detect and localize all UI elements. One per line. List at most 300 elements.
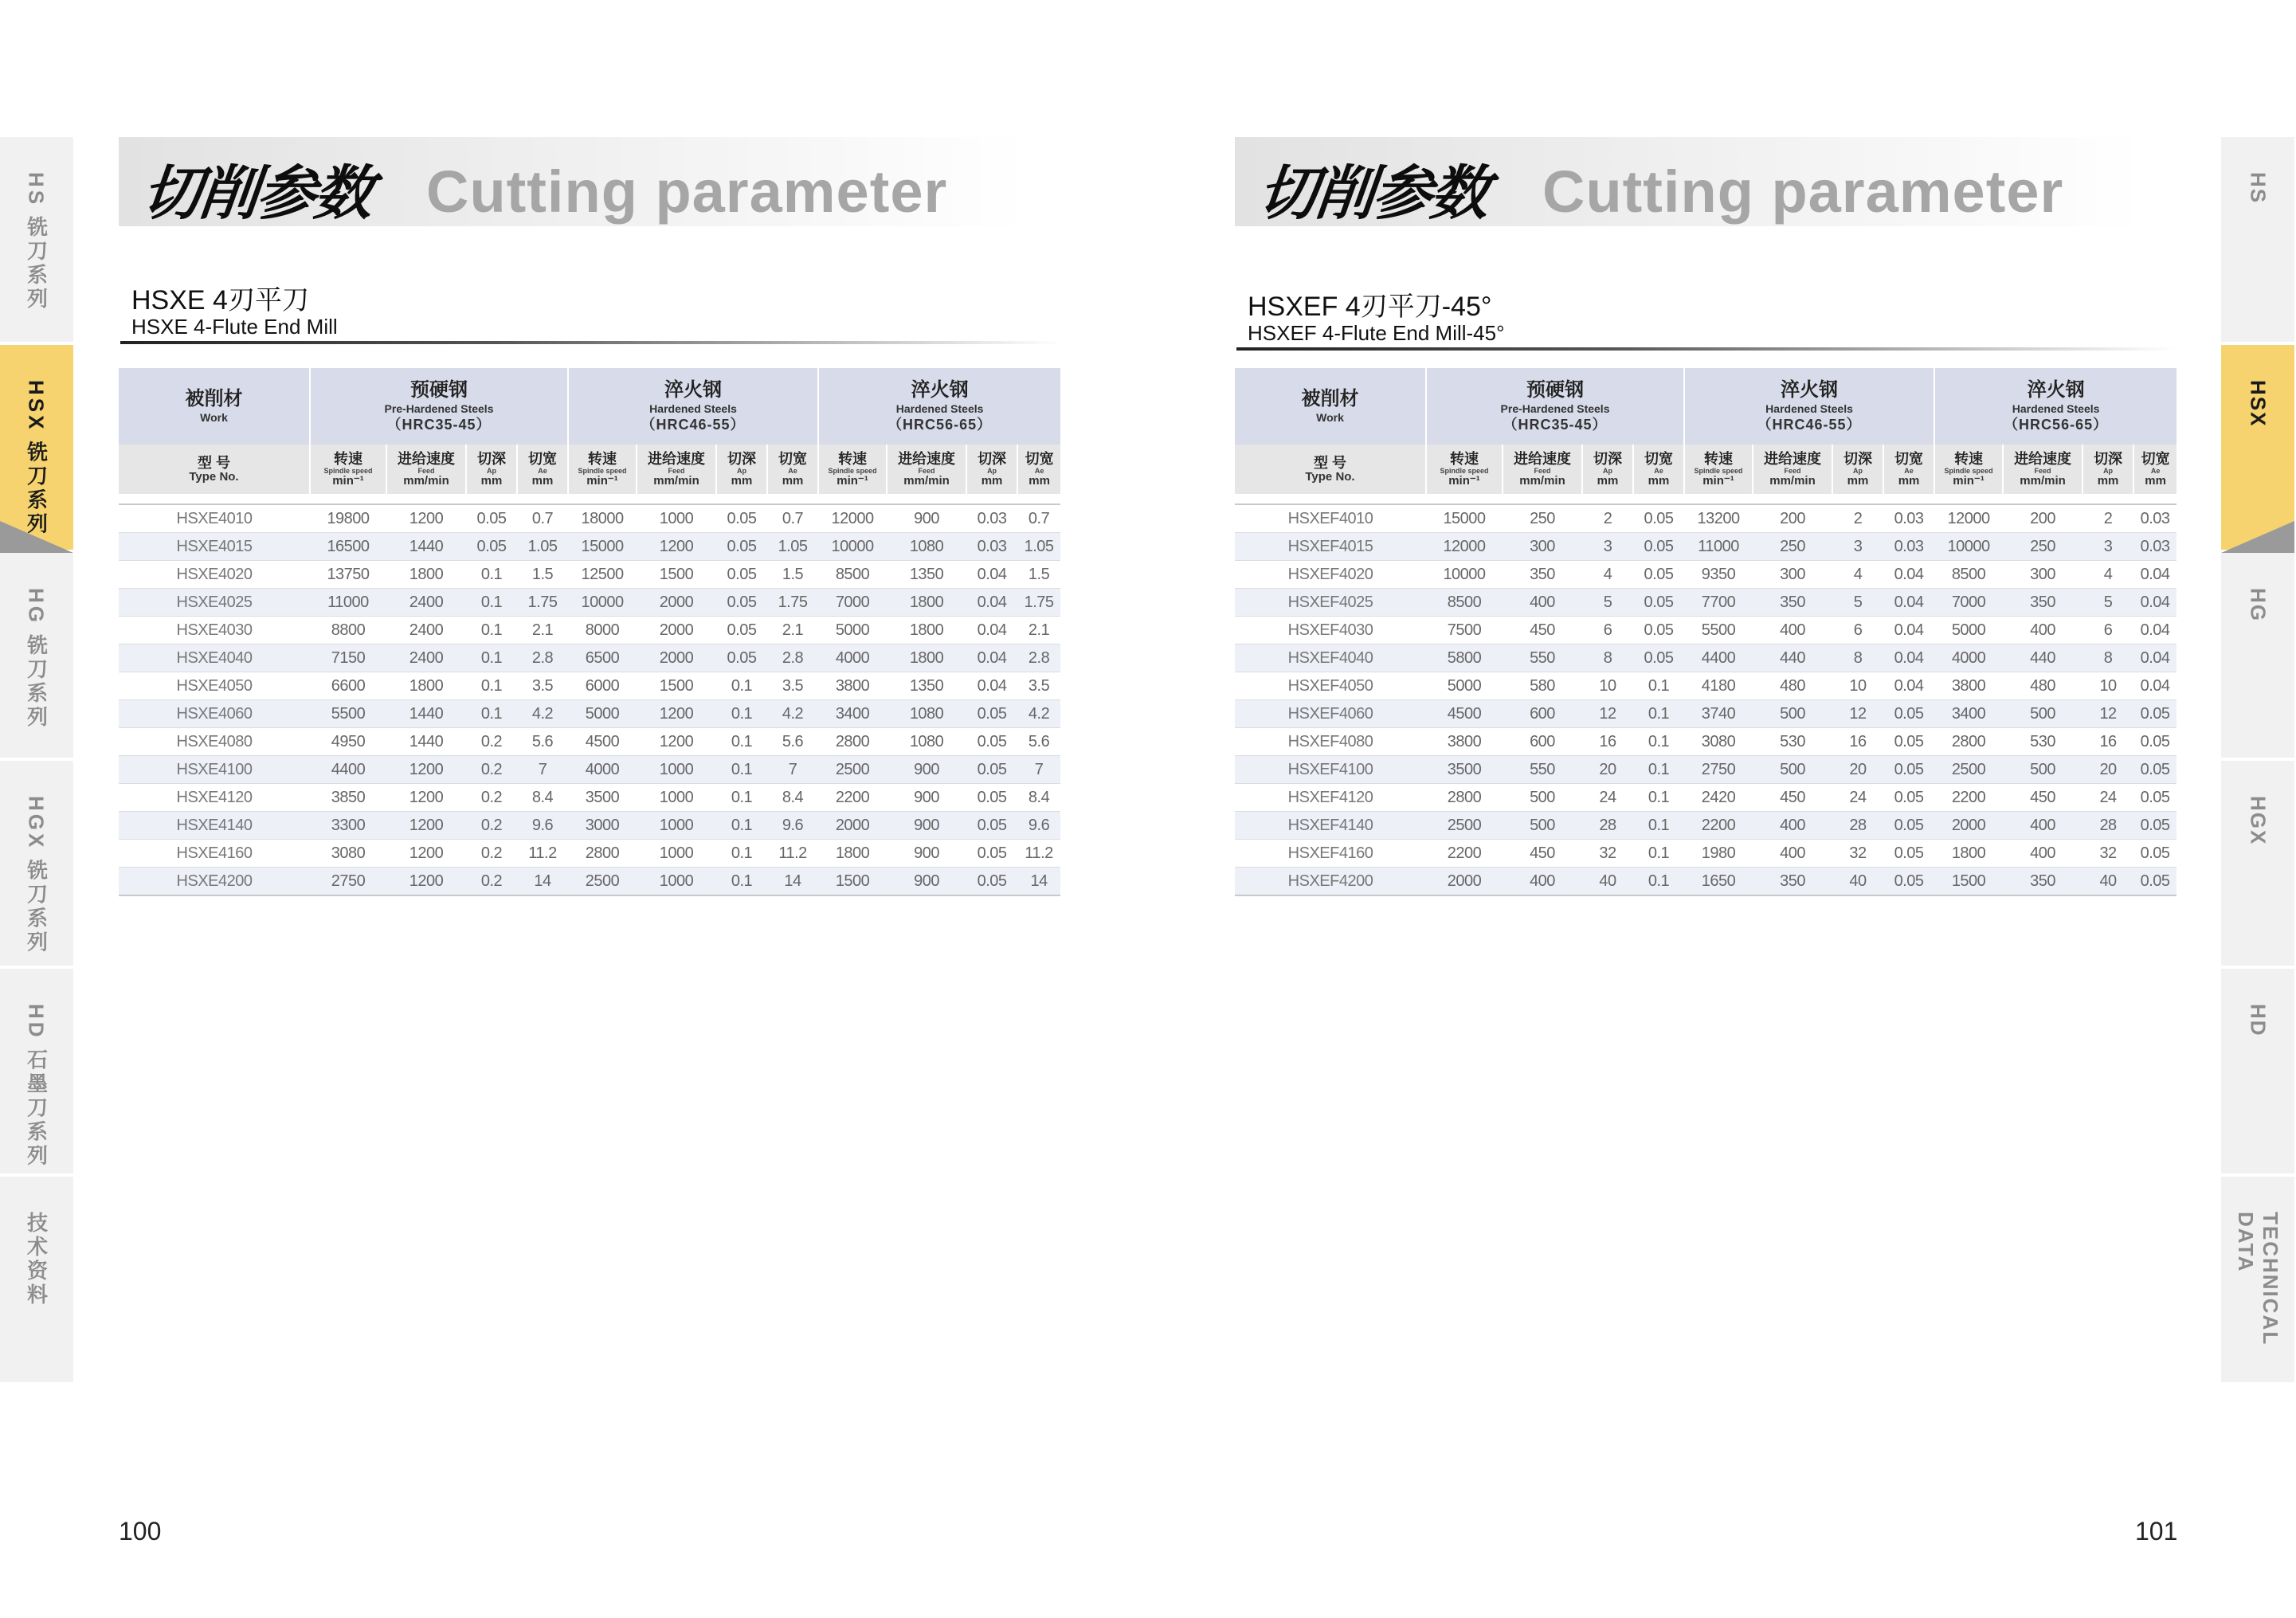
value-cell: 1.05 (767, 533, 818, 561)
tab-hd-series[interactable] (0, 969, 73, 1177)
value-cell: 0.1 (466, 644, 517, 672)
value-cell: 0.04 (2133, 644, 2176, 672)
value-cell: 0.2 (466, 728, 517, 756)
value-cell: 3500 (568, 784, 637, 812)
value-cell: 1.75 (1017, 589, 1060, 617)
material-group-header (1426, 368, 1684, 445)
value-cell: 14 (517, 868, 568, 896)
value-cell: 4.2 (767, 700, 818, 728)
work-label-en: Work (1316, 411, 1344, 424)
type-number-cell: HSXEF4140 (1235, 812, 1426, 840)
value-cell: 3.5 (517, 672, 568, 700)
value-cell: 1080 (887, 533, 966, 561)
param-unit: mm (1028, 474, 1050, 488)
value-cell: 6500 (568, 644, 637, 672)
value-cell: 0.04 (1883, 561, 1934, 589)
product-heading (131, 285, 338, 338)
value-cell: 2000 (818, 812, 887, 840)
material-group-header (568, 368, 818, 445)
value-cell: 5000 (1934, 617, 2003, 644)
value-cell: 2200 (1426, 840, 1503, 868)
value-cell: 15000 (568, 533, 637, 561)
right-page (1235, 137, 2179, 890)
table-row (1235, 504, 2176, 533)
value-cell: 0.7 (517, 504, 568, 533)
title-en: Cutting parameter (1542, 159, 2064, 225)
value-cell: 580 (1503, 672, 1582, 700)
value-cell: 0.04 (1883, 589, 1934, 617)
value-cell: 0.05 (966, 840, 1017, 868)
param-label-en: Feed (2034, 467, 2051, 475)
value-cell: 1800 (887, 644, 966, 672)
param-label-en: Spindle speed (1944, 467, 1993, 475)
value-cell: 10 (1832, 672, 1883, 700)
param-label-zh: 转速 (1450, 451, 1479, 467)
tab-hgx[interactable] (2221, 761, 2294, 969)
value-cell: 3 (2082, 533, 2133, 561)
parameter-header (1582, 445, 1633, 494)
tab-label: HG (2246, 588, 2271, 622)
value-cell: 24 (1582, 784, 1633, 812)
table-row (119, 617, 1060, 644)
value-cell: 2.8 (767, 644, 818, 672)
param-label-zh: 进给速度 (898, 451, 956, 467)
param-label-en: Ae (2150, 467, 2161, 475)
value-cell: 0.05 (716, 644, 767, 672)
value-cell: 200 (1753, 504, 1832, 533)
cutting-parameter-table (1235, 368, 2176, 896)
sub-header-row (119, 445, 1060, 494)
value-cell: 2400 (386, 644, 466, 672)
group-label-zh: 预硬钢 (410, 379, 468, 401)
parameter-header (637, 445, 716, 494)
value-cell: 6 (1832, 617, 1883, 644)
work-label-en: Work (200, 411, 228, 424)
value-cell: 600 (1503, 700, 1582, 728)
value-cell: 11000 (1684, 533, 1753, 561)
group-hrc: （HRC56-65） (887, 417, 993, 433)
value-cell: 400 (2003, 617, 2082, 644)
type-number-cell: HSXEF4120 (1235, 784, 1426, 812)
value-cell: 5.6 (767, 728, 818, 756)
value-cell: 0.05 (716, 504, 767, 533)
parameter-header (2133, 445, 2176, 494)
value-cell: 0.1 (1633, 784, 1684, 812)
value-cell: 4000 (1934, 644, 2003, 672)
value-cell: 2000 (1934, 812, 2003, 840)
value-cell: 0.2 (466, 840, 517, 868)
type-number-cell: HSXEF4020 (1235, 561, 1426, 589)
type-number-cell: HSXE4050 (119, 672, 310, 700)
table-row (1235, 812, 2176, 840)
value-cell: 12000 (1426, 533, 1503, 561)
table-row (1235, 728, 2176, 756)
tab-hs-series[interactable] (0, 137, 73, 345)
type-label-en: Type No. (1305, 470, 1355, 484)
value-cell: 1200 (386, 868, 466, 896)
value-cell: 400 (1503, 589, 1582, 617)
value-cell: 5500 (310, 700, 386, 728)
value-cell: 11000 (310, 589, 386, 617)
value-cell: 1200 (637, 700, 716, 728)
table-row (1235, 561, 2176, 589)
tab-technical-data[interactable] (2221, 1177, 2294, 1385)
tab-hsx[interactable] (2221, 345, 2294, 553)
value-cell: 0.05 (1633, 504, 1684, 533)
value-cell: 8 (2082, 644, 2133, 672)
tab-label: HS 铣刀系列 (24, 172, 49, 312)
value-cell: 8500 (1934, 561, 2003, 589)
value-cell: 5800 (1426, 644, 1503, 672)
value-cell: 450 (1503, 617, 1582, 644)
value-cell: 3500 (1426, 756, 1503, 784)
value-cell: 4000 (818, 644, 887, 672)
type-number-cell: HSXE4160 (119, 840, 310, 868)
table-row (119, 840, 1060, 868)
value-cell: 7150 (310, 644, 386, 672)
value-cell: 0.05 (2133, 784, 2176, 812)
group-label-en: Hardened Steels (1765, 402, 1853, 415)
value-cell: 1200 (386, 756, 466, 784)
value-cell: 440 (2003, 644, 2082, 672)
value-cell: 0.05 (1883, 784, 1934, 812)
param-label-zh: 进给速度 (2014, 451, 2072, 467)
param-label-en: Ae (538, 467, 547, 475)
table-row (1235, 756, 2176, 784)
value-cell: 2500 (1934, 756, 2003, 784)
param-label-en: Feed (1534, 467, 1551, 475)
type-number-cell: HSXE4020 (119, 561, 310, 589)
value-cell: 300 (2003, 561, 2082, 589)
group-label-en: Hardened Steels (649, 402, 737, 415)
param-label-en: Spindle speed (323, 467, 373, 475)
tab-hgx-series[interactable] (0, 761, 73, 969)
tab-hsx-series[interactable] (0, 345, 73, 553)
value-cell: 16500 (310, 533, 386, 561)
value-cell: 0.1 (1633, 868, 1684, 896)
value-cell: 480 (2003, 672, 2082, 700)
value-cell: 4500 (568, 728, 637, 756)
value-cell: 12000 (1934, 504, 2003, 533)
tab-label: HD 石墨刀系列 (24, 1004, 49, 1169)
value-cell: 3000 (568, 812, 637, 840)
parameter-header (1503, 445, 1582, 494)
value-cell: 3.5 (1017, 672, 1060, 700)
value-cell: 0.04 (966, 617, 1017, 644)
param-label-zh: 切宽 (1894, 451, 1924, 467)
value-cell: 11.2 (517, 840, 568, 868)
value-cell: 0.1 (1633, 728, 1684, 756)
tab-label: HD (2246, 1004, 2271, 1037)
value-cell: 350 (1503, 561, 1582, 589)
param-label-en: Spindle speed (1694, 467, 1743, 475)
value-cell: 4500 (1426, 700, 1503, 728)
value-cell: 5 (2082, 589, 2133, 617)
product-name-en: HSXEF 4-Flute End Mill-45° (1248, 321, 1505, 345)
value-cell: 1000 (637, 812, 716, 840)
table-row (119, 868, 1060, 896)
value-cell: 3800 (1426, 728, 1503, 756)
value-cell: 3740 (1684, 700, 1753, 728)
value-cell: 300 (1503, 533, 1582, 561)
value-cell: 18000 (568, 504, 637, 533)
value-cell: 0.05 (966, 756, 1017, 784)
value-cell: 1500 (637, 561, 716, 589)
page-number-right: 101 (2135, 1517, 2178, 1546)
type-number-cell: HSXEF4160 (1235, 840, 1426, 868)
group-label-zh: 预硬钢 (1526, 379, 1584, 401)
value-cell: 2500 (818, 756, 887, 784)
value-cell: 900 (887, 840, 966, 868)
value-cell: 7 (517, 756, 568, 784)
value-cell: 0.05 (1633, 589, 1684, 617)
value-cell: 2.8 (517, 644, 568, 672)
value-cell: 1.75 (767, 589, 818, 617)
value-cell: 0.7 (1017, 504, 1060, 533)
value-cell: 8 (1582, 644, 1633, 672)
value-cell: 1000 (637, 504, 716, 533)
value-cell: 0.1 (466, 672, 517, 700)
value-cell: 0.04 (966, 672, 1017, 700)
group-label-zh: 淬火钢 (2027, 379, 2085, 401)
type-number-cell: HSXE4100 (119, 756, 310, 784)
value-cell: 7 (1017, 756, 1060, 784)
value-cell: 12 (2082, 700, 2133, 728)
value-cell: 2200 (1684, 812, 1753, 840)
table-row (119, 533, 1060, 561)
value-cell: 0.05 (2133, 700, 2176, 728)
tab-hg-series[interactable] (0, 553, 73, 761)
value-cell: 32 (1832, 840, 1883, 868)
tab-hs[interactable] (2221, 137, 2294, 345)
value-cell: 20 (1832, 756, 1883, 784)
value-cell: 5000 (568, 700, 637, 728)
group-label-zh: 淬火钢 (1781, 379, 1839, 401)
param-unit: mm/min (403, 474, 449, 488)
tab-hg[interactable] (2221, 553, 2294, 761)
value-cell: 450 (1503, 840, 1582, 868)
value-cell: 1.5 (767, 561, 818, 589)
param-unit: mm (2097, 474, 2119, 488)
type-number-cell: HSXE4140 (119, 812, 310, 840)
value-cell: 600 (1503, 728, 1582, 756)
param-label-en: Feed (1784, 467, 1801, 475)
value-cell: 8 (1832, 644, 1883, 672)
table-row (119, 561, 1060, 589)
value-cell: 3.5 (767, 672, 818, 700)
value-cell: 0.05 (1633, 561, 1684, 589)
tab-label: HSX (2246, 380, 2271, 428)
value-cell: 0.1 (466, 589, 517, 617)
value-cell: 2.1 (1017, 617, 1060, 644)
value-cell: 0.03 (966, 504, 1017, 533)
value-cell: 2400 (386, 589, 466, 617)
value-cell: 13750 (310, 561, 386, 589)
value-cell: 0.1 (716, 868, 767, 896)
param-label-zh: 切深 (727, 451, 757, 467)
value-cell: 1800 (818, 840, 887, 868)
value-cell: 250 (2003, 533, 2082, 561)
value-cell: 400 (1753, 840, 1832, 868)
value-cell: 400 (1753, 617, 1832, 644)
table-row (1235, 589, 2176, 617)
value-cell: 0.2 (466, 784, 517, 812)
value-cell: 0.05 (966, 784, 1017, 812)
group-label-en: Hardened Steels (895, 402, 984, 415)
value-cell: 3400 (1934, 700, 2003, 728)
table-row (1235, 840, 2176, 868)
value-cell: 0.04 (2133, 672, 2176, 700)
tab-label: HG 铣刀系列 (24, 588, 49, 731)
value-cell: 1.75 (517, 589, 568, 617)
value-cell: 350 (1753, 868, 1832, 896)
value-cell: 0.04 (2133, 617, 2176, 644)
table-row (119, 700, 1060, 728)
type-number-cell: HSXE4040 (119, 644, 310, 672)
tab-hd[interactable] (2221, 969, 2294, 1177)
value-cell: 0.05 (1883, 700, 1934, 728)
value-cell: 4950 (310, 728, 386, 756)
parameter-header (1633, 445, 1684, 494)
group-hrc: （HRC35-45） (386, 417, 492, 433)
value-cell: 400 (1753, 812, 1832, 840)
value-cell: 14 (1017, 868, 1060, 896)
param-label-en: Ap (737, 467, 747, 475)
value-cell: 7000 (818, 589, 887, 617)
type-number-cell: HSXEF4030 (1235, 617, 1426, 644)
value-cell: 900 (887, 868, 966, 896)
value-cell: 6 (2082, 617, 2133, 644)
left-page (119, 137, 1063, 890)
value-cell: 10 (2082, 672, 2133, 700)
param-unit: min⁻¹ (1953, 474, 1985, 488)
value-cell: 2.1 (767, 617, 818, 644)
value-cell: 0.05 (966, 728, 1017, 756)
work-header (1235, 368, 1426, 445)
value-cell: 0.1 (716, 840, 767, 868)
value-cell: 500 (1503, 812, 1582, 840)
value-cell: 0.05 (1883, 756, 1934, 784)
table-row (1235, 644, 2176, 672)
value-cell: 1.05 (1017, 533, 1060, 561)
value-cell: 2.8 (1017, 644, 1060, 672)
product-name-zh: HSXE 4刃平刀 (131, 285, 309, 315)
tab-technical-data[interactable] (0, 1177, 73, 1385)
value-cell: 1.5 (517, 561, 568, 589)
value-cell: 1650 (1684, 868, 1753, 896)
parameter-header (2003, 445, 2082, 494)
param-label-en: Feed (417, 467, 435, 475)
param-label-zh: 切宽 (2141, 451, 2170, 467)
value-cell: 9350 (1684, 561, 1753, 589)
value-cell: 1800 (887, 617, 966, 644)
type-number-cell: HSXEF4040 (1235, 644, 1426, 672)
table-row (119, 644, 1060, 672)
value-cell: 9.6 (767, 812, 818, 840)
value-cell: 2800 (1426, 784, 1503, 812)
left-section-tabs (0, 137, 73, 1385)
value-cell: 2 (2082, 504, 2133, 533)
value-cell: 0.05 (2133, 812, 2176, 840)
value-cell: 0.03 (1883, 504, 1934, 533)
type-number-cell: HSXE4200 (119, 868, 310, 896)
value-cell: 450 (1753, 784, 1832, 812)
value-cell: 12000 (818, 504, 887, 533)
value-cell: 2 (1582, 504, 1633, 533)
param-label-zh: 转速 (334, 451, 362, 467)
value-cell: 7500 (1426, 617, 1503, 644)
type-number-cell: HSXE4120 (119, 784, 310, 812)
param-label-en: Spindle speed (1440, 467, 1489, 475)
value-cell: 2500 (1426, 812, 1503, 840)
value-cell: 24 (2082, 784, 2133, 812)
table-row (1235, 868, 2176, 896)
value-cell: 350 (2003, 589, 2082, 617)
value-cell: 1440 (386, 700, 466, 728)
value-cell: 0.05 (966, 812, 1017, 840)
spacer-row (119, 494, 1060, 504)
value-cell: 24 (1832, 784, 1883, 812)
param-unit: min⁻¹ (332, 474, 364, 488)
page-header (119, 137, 1027, 226)
value-cell: 2800 (568, 840, 637, 868)
value-cell: 4000 (568, 756, 637, 784)
type-number-cell: HSXEF4050 (1235, 672, 1426, 700)
value-cell: 1000 (637, 784, 716, 812)
value-cell: 13200 (1684, 504, 1753, 533)
value-cell: 200 (2003, 504, 2082, 533)
value-cell: 10000 (818, 533, 887, 561)
value-cell: 0.1 (466, 617, 517, 644)
param-unit: min⁻¹ (1448, 474, 1480, 488)
param-label-en: Ap (2103, 467, 2114, 475)
value-cell: 3080 (310, 840, 386, 868)
value-cell: 3080 (1684, 728, 1753, 756)
param-label-en: Feed (918, 467, 935, 475)
table-row (1235, 617, 2176, 644)
param-label-zh: 切深 (477, 451, 506, 467)
type-label-zh: 型 号 (197, 455, 230, 471)
value-cell: 1200 (386, 840, 466, 868)
parameter-header (1753, 445, 1832, 494)
param-unit: mm (1648, 474, 1670, 488)
table-row (119, 728, 1060, 756)
parameter-header (966, 445, 1017, 494)
value-cell: 1800 (386, 561, 466, 589)
material-group-header (1934, 368, 2176, 445)
value-cell: 400 (2003, 812, 2082, 840)
value-cell: 0.2 (466, 868, 517, 896)
param-label-en: Ap (1853, 467, 1863, 475)
param-unit: mm (731, 474, 753, 488)
value-cell: 4 (1582, 561, 1633, 589)
parameter-header (1426, 445, 1503, 494)
value-cell: 0.05 (2133, 728, 2176, 756)
parameter-header (716, 445, 767, 494)
value-cell: 40 (1832, 868, 1883, 896)
param-label-zh: 切深 (1843, 451, 1873, 467)
param-label-zh: 进给速度 (648, 451, 706, 467)
value-cell: 0.1 (1633, 700, 1684, 728)
param-unit: mm (1847, 474, 1869, 488)
value-cell: 5000 (1426, 672, 1503, 700)
value-cell: 32 (2082, 840, 2133, 868)
param-unit: min⁻¹ (586, 474, 618, 488)
table-row (1235, 700, 2176, 728)
value-cell: 7700 (1684, 589, 1753, 617)
value-cell: 900 (887, 812, 966, 840)
value-cell: 2000 (1426, 868, 1503, 896)
